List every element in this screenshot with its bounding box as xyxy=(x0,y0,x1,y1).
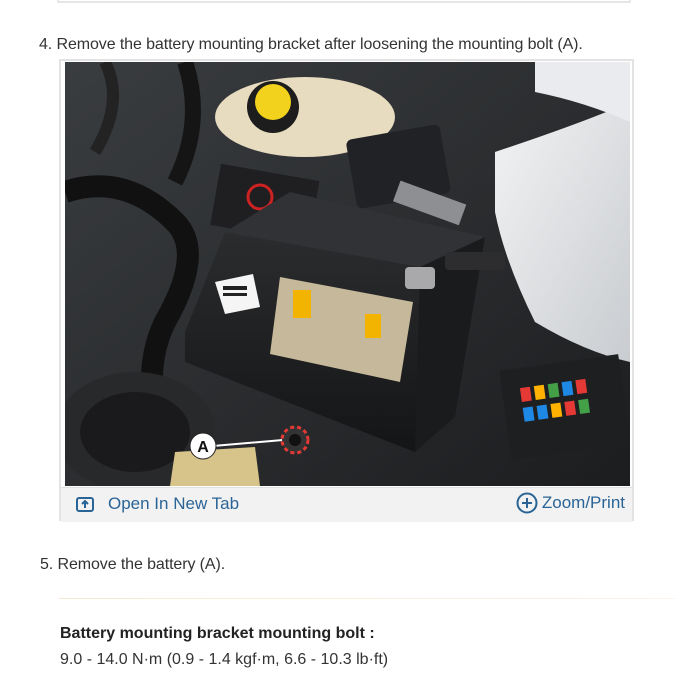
open-in-new-tab-icon xyxy=(76,496,94,512)
step-number: 4. xyxy=(39,36,53,53)
section-divider xyxy=(59,598,675,599)
figure-toolbar xyxy=(61,487,632,522)
previous-figure-frame xyxy=(57,0,631,3)
engine-bay-photo[interactable] xyxy=(65,62,630,486)
zoom-print-label: Zoom/Print xyxy=(541,493,625,512)
step-5 xyxy=(40,556,225,574)
callout-a-label: A xyxy=(197,439,209,456)
zoom-print-link[interactable] xyxy=(516,492,625,514)
open-in-new-tab-label: Open In New Tab xyxy=(108,494,240,513)
plus-circle-icon xyxy=(516,492,538,514)
figure-battery-bracket xyxy=(59,59,634,521)
step-number: 5. xyxy=(40,556,54,573)
torque-spec-title: Battery mounting bracket mounting bolt : xyxy=(60,625,375,642)
step-text: Remove the battery (A). xyxy=(57,556,226,573)
step-text: Remove the battery mounting bracket after loosening the mounting bolt (A). xyxy=(56,36,583,53)
open-in-new-tab-link[interactable] xyxy=(76,494,239,514)
torque-spec-value: 9.0 - 14.0 N·m (0.9 - 1.4 kgf·m, 6.6 - 10.3 lb·ft) xyxy=(60,651,389,668)
step-4 xyxy=(39,36,583,54)
